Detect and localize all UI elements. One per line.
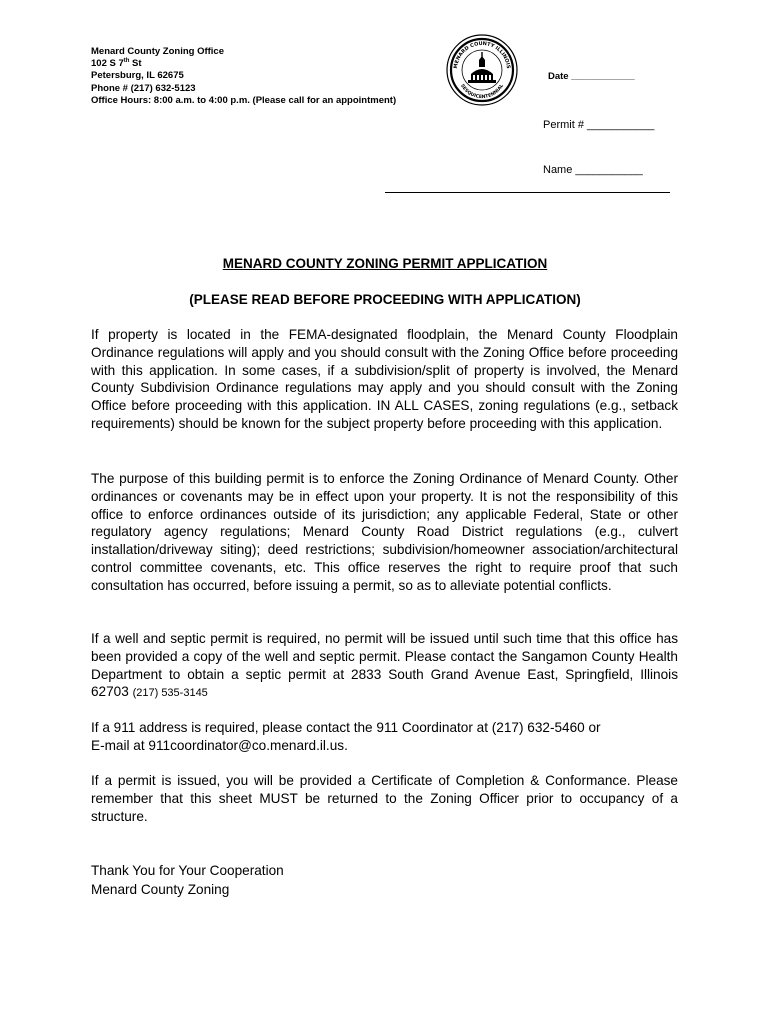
seal-bottom-text: SESQUICENTENNIAL (459, 83, 505, 101)
page-title: MENARD COUNTY ZONING PERMIT APPLICATION (222, 256, 548, 271)
septic-phone: (217) 535-3145 (132, 687, 208, 700)
office-header (91, 46, 396, 107)
seal-top-text: MENARD COUNTY ILLINOIS (452, 40, 512, 70)
911-line-2: E-mail at 911coordinator@co.menard.il.us. (91, 737, 348, 753)
office-city: Petersburg, IL 62675 (91, 70, 184, 82)
divider-line (385, 192, 670, 193)
closing-line-2: Menard County Zoning (91, 881, 230, 897)
paragraph-purpose: The purpose of this building permit is to enforce the Zoning Ordinance of Menard County. Other ordinances or covenants may be in effect upon your property. It is not the responsibility of this office to enforce ordinances outside of its jurisdiction; any applicable Federal, State or other regulatory agency regulations; Menard County Road District regulations (e.g., culvert installation/driveway siting); deed restrictions; subdivision/homeowner association/architectural control committee covenants, etc. This office reserves the right to require proof that such consultation has occurred, before issuing a permit, so as to alleviate potential conflicts. (91, 471, 678, 593)
date-field[interactable]: Date ____________ (548, 71, 635, 82)
paragraph-floodplain: If property is located in the FEMA-designated floodplain, the Menard County Floodplain Ordinance regulations will apply and you should consult with the Zoning Office before proceeding with this application. In some cases, if a subdivision/split of property is involved, the Menard County Subdivision Ordinance regulations may apply and you should consult with the Zoning Office before proceeding with this application. IN ALL CASES, zoning regulations (e.g., setback requirements) should be known for the subject property before proceeding with this application. (91, 327, 678, 431)
office-phone: Phone # (217) 632-5123 (91, 82, 196, 94)
county-seal-icon (446, 34, 518, 106)
office-hours: Office Hours: 8:00 a.m. to 4:00 p.m. (Please call for an appointment) (91, 94, 397, 106)
911-line-1: If a 911 address is required, please contact the 911 Coordinator at (217) 632-5460 or (91, 720, 601, 735)
paragraph-911 (91, 719, 678, 755)
name-field[interactable]: Name ___________ (543, 164, 643, 176)
office-address: 102 S 7th St (91, 58, 142, 70)
page-subtitle: (PLEASE READ BEFORE PROCEEDING WITH APPLICATION) (189, 292, 581, 307)
closing-line-1: Thank You for Your Cooperation (91, 863, 284, 878)
closing (91, 862, 284, 899)
permit-number-field[interactable]: Permit # ___________ (543, 119, 655, 131)
paragraph-certificate: If a permit is issued, you will be provided a Certificate of Completion & Conformance. Please remember that this sheet MUST be returned to the Zoning Officer prior to occupancy of a structure. (91, 773, 678, 824)
office-name: Menard County Zoning Office (91, 46, 224, 57)
paragraph-well-septic: If a well and septic permit is required, no permit will be issued until such time that this office has been provided a copy of the well and septic permit. Please contact the Sangamon County Health Department to obtain a septic permit at 2833 South Grand Avenue East, Springfield, Illinois 62703 (217) 535-3145 (91, 631, 678, 700)
